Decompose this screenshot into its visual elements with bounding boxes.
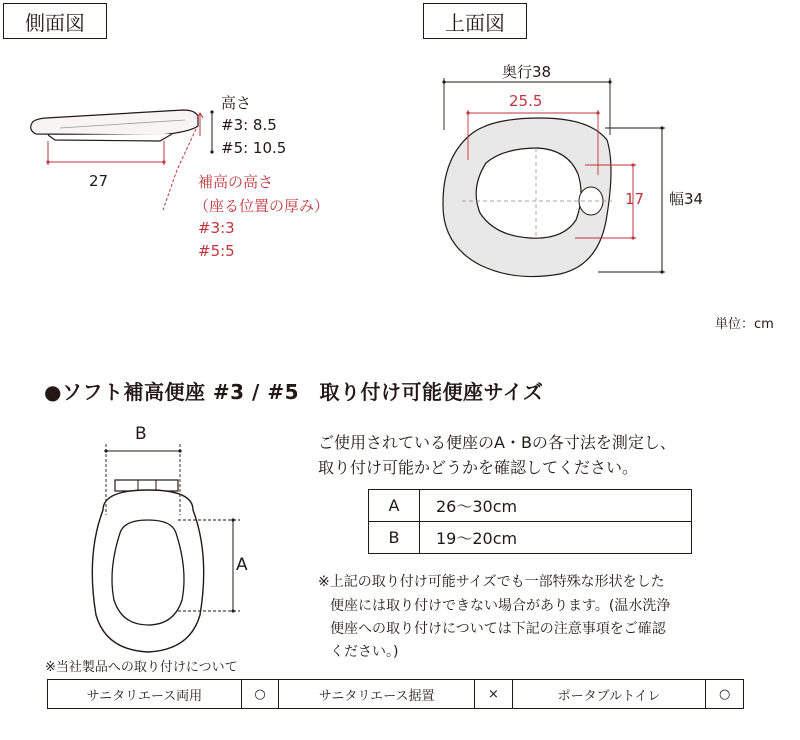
overall-width-value: 幅34 bbox=[669, 190, 704, 208]
compat-mark: ○ bbox=[241, 680, 279, 709]
compat-mark: × bbox=[475, 680, 513, 709]
table-row bbox=[48, 680, 744, 709]
compat-product-name: サニタリエース両用 bbox=[48, 680, 242, 709]
height-3-value: #3: 8.5 bbox=[221, 116, 277, 134]
lift-3-value: #3:3 bbox=[198, 219, 235, 237]
inner-width-value: 17 bbox=[625, 190, 645, 208]
compat-product-name: ポータブルトイレ bbox=[512, 680, 706, 709]
size-value: 26〜30cm bbox=[420, 490, 692, 522]
size-value: 19〜20cm bbox=[420, 522, 692, 554]
height-label: 高さ bbox=[221, 94, 252, 112]
compat-title: ※当社製品への取り付けについて bbox=[45, 660, 238, 675]
intro-text-line2: 取り付け可能かどうかを確認してください。 bbox=[318, 458, 639, 477]
table-row bbox=[369, 490, 692, 522]
size-key: B bbox=[369, 522, 420, 554]
compat-product-name: サニタリエース据置 bbox=[279, 680, 475, 709]
note-line3: 便座への取り付けについては下記の注意事項をご確認 bbox=[330, 621, 666, 637]
intro-text-line1: ご使用されている便座のA・Bの各寸法を測定し、 bbox=[318, 433, 676, 452]
compat-table bbox=[47, 679, 744, 709]
note-line4: ください。) bbox=[330, 644, 399, 660]
size-key: A bbox=[369, 490, 420, 522]
top-depth-value: 奥行38 bbox=[502, 63, 552, 81]
note-line2: 便座には取り付けできない場合があります。(温水洗浄 bbox=[330, 598, 671, 614]
inner-length-value: 25.5 bbox=[509, 92, 543, 110]
side-depth-value: 27 bbox=[89, 172, 109, 190]
diagram-label-b: B bbox=[135, 424, 147, 444]
height-5-value: #5: 10.5 bbox=[221, 139, 287, 157]
side-view-title: 側面図 bbox=[3, 3, 107, 39]
unit-label: 単位：cm bbox=[715, 317, 774, 332]
toilet-seat-diagram bbox=[92, 480, 203, 652]
lift-height-title: 補高の高さ bbox=[198, 173, 274, 191]
lift-height-subtitle: （座る位置の厚み） bbox=[194, 197, 330, 215]
compat-mark: ○ bbox=[706, 680, 744, 709]
table-row bbox=[369, 522, 692, 554]
diagram-label-a: A bbox=[236, 555, 248, 575]
fit-section-heading: ●ソフト補高便座 #3 / #5 取り付け可能便座サイズ bbox=[44, 380, 544, 404]
note-line1: ※上記の取り付け可能サイズでも一部特殊な形状をした bbox=[318, 574, 665, 590]
top-view-title: 上面図 bbox=[423, 3, 527, 39]
lift-5-value: #5:5 bbox=[198, 242, 235, 260]
size-table bbox=[368, 489, 692, 554]
side-view-cushion bbox=[31, 110, 198, 141]
